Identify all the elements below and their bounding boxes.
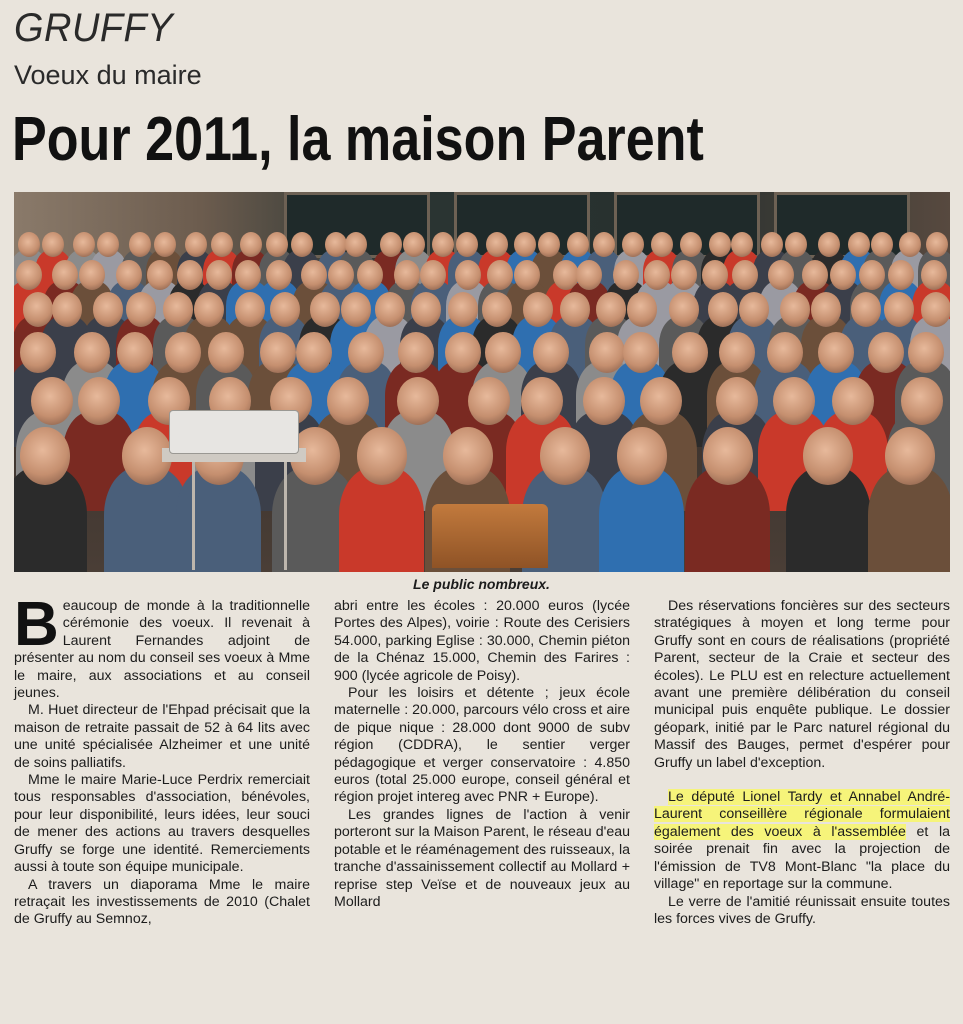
photo-caption: Le public nombreux. xyxy=(413,576,550,592)
paragraph-text: eaucoup de monde à la traditionnelle cérémonie des voeux. Il revenait à Laurent Fernandes adjoint de présenter au nom du conseil ses voeux à Mme le maire, aux associations et au conseil jeunes. xyxy=(14,598,310,702)
paragraph: A travers un diaporama Mme le maire retraçait les investissements de 2010 (Chalet de Gruffy au Semnoz, xyxy=(14,876,310,928)
paragraph: Mme le maire Marie-Luce Perdrix remerciait tous responsables d'association, bénévoles, pour leur disponibilité, leurs idées, leur souci de mener des actions au travers desquelles Gruffy se forge une identité. Remerciements aussi à toute son équipe municipale. xyxy=(14,772,310,876)
audience-member-head xyxy=(235,292,265,327)
audience-member-head xyxy=(593,232,615,257)
audience-member-head xyxy=(780,292,810,327)
audience-member-head xyxy=(52,292,82,327)
audience-member-head xyxy=(455,260,481,290)
audience-member-head xyxy=(818,332,854,373)
paragraph-text: et la soirée prenait fin avec la projection de l'émission de TV8 Mont-Blanc "la place du village" en reportage sur la commune. xyxy=(654,823,950,893)
audience-member-head xyxy=(456,232,478,257)
audience-member-head xyxy=(79,260,105,290)
highlighted-text: Le député Lionel Tardy et Annabel André-Laurent conseillère régionale formulaient également des voeux à l'assemblée xyxy=(654,789,950,840)
audience-member-head xyxy=(266,260,292,290)
paragraph: Pour les loisirs et détente ; jeux école maternelle : 20.000, parcours vélo cross et aire de pique nique : 28.000 dont 9000 de subv région (CDDRA), le sentier verger pédagogique et verger conservatoire : 4.850 euros (total 25.000 europe, conseil général et région projet intereg avec PNR + Europe). xyxy=(334,685,630,806)
paragraph: Les grandes lignes de l'action à venir porteront sur la Maison Parent, le réseau d'eau potable et le réaménagement des ruisseaux, la tranche d'assainissement collectif au Mollard + reprise step Veïse et de nouveaux jeux au Mollard xyxy=(334,806,630,910)
audience-member-head xyxy=(403,232,425,257)
drop-cap: B xyxy=(14,590,59,659)
audience-member-head xyxy=(540,427,590,485)
audience-member-head xyxy=(830,260,856,290)
audience-member-head xyxy=(622,232,644,257)
audience-member-head xyxy=(154,232,176,257)
audience-member-head xyxy=(380,232,402,257)
audience-member-head xyxy=(327,377,369,425)
audience-member-head xyxy=(398,332,434,373)
audience-member-head xyxy=(888,260,914,290)
audience-member-head xyxy=(773,377,815,425)
audience-member-head xyxy=(341,292,371,327)
audience-member-head xyxy=(644,260,670,290)
audience-member-head xyxy=(301,260,327,290)
audience-member-head xyxy=(709,232,731,257)
audience-member-head xyxy=(884,292,914,327)
table-leg xyxy=(284,462,287,570)
audience-member-head xyxy=(921,260,947,290)
audience-member-head xyxy=(627,292,657,327)
paragraph: Des réservations foncières sur des secteurs stratégiques à moyen et long terme pour Gruffy sont en cours de réalisations (propriété Parent, secteur de la Craie et secteur des écoles). Le PLU est en relecture actuellement avant une première délibération du conseil municipal puis enquête publique. Le dossier géopark, initié par le Parc naturel régional du Massif des Bauges, permet d'espérer pour Gruffy un label d'exception. xyxy=(654,598,950,771)
paragraph xyxy=(654,789,950,893)
audience-member-head xyxy=(702,260,728,290)
audience-member-head xyxy=(560,292,590,327)
article-subtitle: Voeux du maire xyxy=(14,60,202,90)
audience-member-head xyxy=(291,232,313,257)
audience-member-head xyxy=(163,292,193,327)
article-column-3 xyxy=(654,598,950,928)
audience-member-head xyxy=(443,427,493,485)
section-kicker: GRUFFY xyxy=(14,6,174,50)
audience-member-head xyxy=(116,260,142,290)
audience-member-head xyxy=(240,232,262,257)
audience-member-head xyxy=(445,332,481,373)
paragraph xyxy=(14,590,310,702)
audience-member-head xyxy=(375,292,405,327)
audience-member-head xyxy=(818,232,840,257)
audience-member-head xyxy=(394,260,420,290)
audience-member-head xyxy=(482,292,512,327)
audience-member-head xyxy=(859,260,885,290)
audience-member-head xyxy=(93,292,123,327)
audience-member-head xyxy=(357,427,407,485)
paragraph: abri entre les écoles : 20.000 euros (lycée Portes des Alpes), voirie : Route des Cerisiers 54.000, parking Eglise : 30.000, Chemin piéton de la Chénaz 15.000, Chemin des Farires : 900 (lycée agricole de Poisy). xyxy=(334,598,630,684)
audience-member-head xyxy=(739,292,769,327)
audience-member-head xyxy=(803,427,853,485)
audience-member-head xyxy=(129,232,151,257)
projector xyxy=(169,410,299,454)
audience-member-head xyxy=(165,332,201,373)
audience-member-head xyxy=(811,292,841,327)
audience-member-head xyxy=(78,377,120,425)
audience-member-head xyxy=(523,292,553,327)
audience-member-head xyxy=(397,377,439,425)
chair xyxy=(432,504,548,568)
audience-member-head xyxy=(848,232,870,257)
audience-member-head xyxy=(731,232,753,257)
audience-member-head xyxy=(52,260,78,290)
audience-member-head xyxy=(583,377,625,425)
audience-member-head xyxy=(576,260,602,290)
audience-member-head xyxy=(20,427,70,485)
audience-member-head xyxy=(177,260,203,290)
audience-member-head xyxy=(194,292,224,327)
article-headline: Pour 2011, la maison Parent xyxy=(12,105,704,174)
audience-member-head xyxy=(921,292,950,327)
audience-member-head xyxy=(680,232,702,257)
audience-member-head xyxy=(521,377,563,425)
article-column-1 xyxy=(14,590,310,929)
paragraph: Le verre de l'amitié réunissait ensuite toutes les forces vives de Gruffy. xyxy=(654,893,950,927)
audience-member-head xyxy=(296,332,332,373)
audience-member-head xyxy=(468,377,510,425)
audience-member-head xyxy=(885,427,935,485)
audience-member-head xyxy=(185,232,207,257)
audience-member-head xyxy=(768,260,794,290)
audience-member-head xyxy=(672,332,708,373)
audience-member-head xyxy=(485,332,521,373)
audience-member-head xyxy=(270,292,300,327)
table-leg xyxy=(192,462,195,570)
paragraph: M. Huet directeur de l'Ehpad précisait que la maison de retraite passait de 52 à 64 lits avec une unité spécialisée Alzheimer et une unité de soins palliatifs. xyxy=(14,702,310,771)
audience-member-head xyxy=(703,427,753,485)
audience-photo xyxy=(14,192,950,572)
audience-member-head xyxy=(617,427,667,485)
audience-member-head xyxy=(31,377,73,425)
audience-member-head xyxy=(669,292,699,327)
audience-member-head xyxy=(708,292,738,327)
audience-member-head xyxy=(623,332,659,373)
audience-member-head xyxy=(126,292,156,327)
audience-member-head xyxy=(73,232,95,257)
article-column-2 xyxy=(334,598,630,911)
audience-member-head xyxy=(357,260,383,290)
audience-member-head xyxy=(211,232,233,257)
audience-member-head xyxy=(411,292,441,327)
audience-member-head xyxy=(486,232,508,257)
audience-member-head xyxy=(802,260,828,290)
audience-member-head xyxy=(596,292,626,327)
audience-member-head xyxy=(899,232,921,257)
audience-member-head xyxy=(448,292,478,327)
audience-member-head xyxy=(851,292,881,327)
audience-member-head xyxy=(117,332,153,373)
audience-member-head xyxy=(310,292,340,327)
audience-member-head xyxy=(832,377,874,425)
